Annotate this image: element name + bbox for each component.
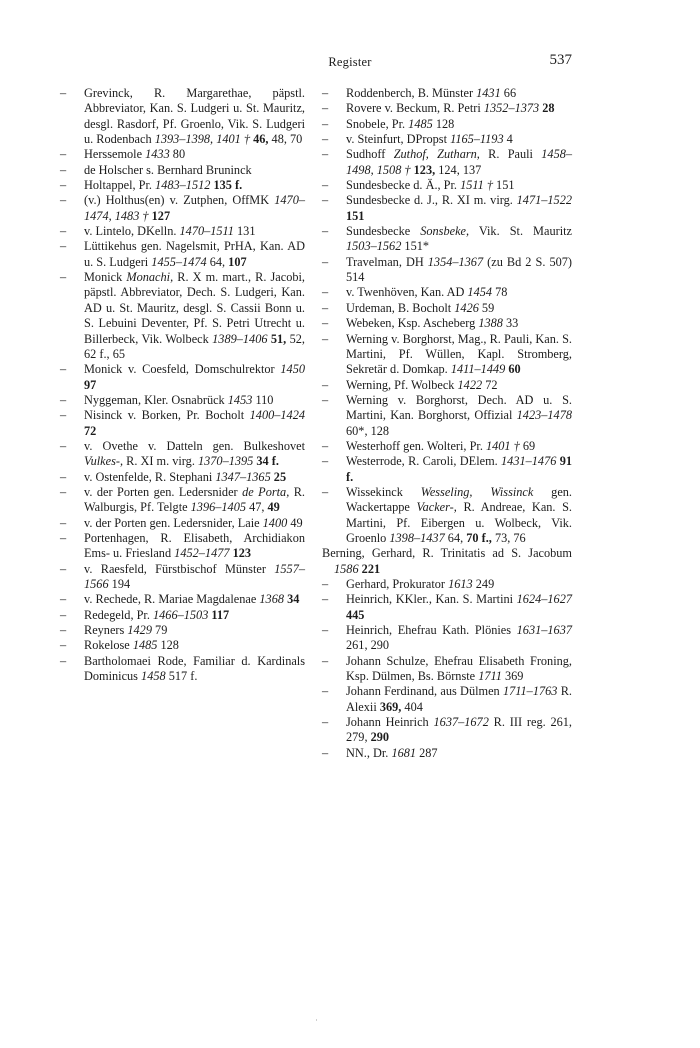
entry-italic-text: 1450 (280, 362, 305, 377)
entry-bold-ref: 97 (84, 377, 97, 392)
entry-dash: – (322, 285, 329, 300)
entry-dash: – (322, 377, 329, 392)
index-column-left (60, 86, 305, 684)
entry-italic-text: 1433 (145, 147, 170, 162)
entry-italic-text: 1711 (478, 669, 502, 684)
entry-text: R. Walburgis, Pf. Telgte (84, 484, 306, 515)
entry-italic-text: 1352–1373 (483, 101, 540, 116)
entry-italic-text: 1431 (476, 86, 501, 100)
entry-text: Werning v. Borghorst, Mag., R. Pauli, Kan. S. Martini, Pf. Wüllen, Kapl. Stromberg, Sekretär d. Domkap. (346, 331, 572, 377)
entry-italic-text: 1429 (127, 623, 152, 638)
entry-dash: – (60, 653, 67, 668)
entry-text: Vik. St. Mauritz (469, 224, 572, 239)
entry-text: 78 (492, 285, 508, 300)
entry-italic-text: de Porta, (242, 484, 290, 499)
entry-italic-text: 1426 (454, 300, 479, 315)
index-entry (322, 178, 572, 193)
entry-bold-ref: 60 (508, 362, 521, 377)
index-entry (60, 608, 305, 623)
index-entry (60, 408, 305, 439)
entry-italic-text: Vulkes-, (84, 454, 124, 469)
entry-text: 72 (482, 377, 498, 392)
entry-italic-text: 1557–1566 (84, 561, 305, 591)
entry-italic-text: 1453 (227, 392, 253, 407)
page-number: 537 (549, 52, 572, 68)
entry-dash: – (60, 270, 67, 285)
entry-text: Wissekinck (346, 484, 421, 499)
entry-text: 110 (252, 392, 274, 407)
entry-text: Heinrich, Ehefrau Kath. Plönies (346, 623, 517, 638)
index-entry (322, 439, 572, 454)
entry-text: Lüttikehus gen. Nagelsmit, PrHA, Kan. AD u. S. Ludgeri (84, 239, 305, 269)
entry-italic-text: 1466–1503 (153, 607, 209, 622)
index-entry (60, 86, 305, 147)
index-entry (60, 163, 305, 178)
entry-dash: – (60, 530, 67, 545)
index-entry (322, 393, 572, 439)
entry-dash: – (322, 193, 329, 208)
entry-dash: – (322, 577, 329, 591)
running-title: Register (328, 55, 372, 69)
entry-italic-text: Vacker-, (416, 500, 457, 515)
entry-dash: – (322, 178, 329, 193)
entry-text: Nisinck v. Borken, Pr. Bocholt (84, 408, 250, 423)
entry-italic-text: 1485 (408, 116, 433, 131)
index-entry (322, 332, 572, 378)
index-entry (322, 654, 572, 685)
entry-dash: – (60, 239, 67, 254)
index-entry (60, 393, 305, 408)
index-entry (322, 378, 572, 393)
index-column-right (322, 86, 572, 761)
entry-text: 49 (287, 515, 303, 530)
entry-text: Herssemole (84, 147, 146, 162)
entry-text: 249 (472, 577, 495, 591)
entry-text: Nyggeman, Kler. Osnabrück (84, 392, 228, 407)
index-entry (60, 485, 305, 516)
index-entry (60, 239, 305, 270)
entry-text: Redegeld, Pr. (84, 607, 153, 622)
entry-text: 131 (233, 224, 256, 239)
entry-italic-text: 1637–1672 (433, 715, 489, 730)
entry-dash: – (60, 469, 67, 484)
entry-dash: – (322, 684, 329, 699)
entry-dash: – (60, 438, 67, 453)
entry-italic-text: 1454 (467, 285, 493, 300)
entry-text: Westerrode, R. Caroli, DElem. (346, 454, 502, 469)
entry-italic-text: Zuthof, Zutharn, (393, 147, 480, 162)
entry-italic-text: 1370–1395 (197, 454, 254, 469)
entry-dash: – (322, 745, 329, 760)
entry-text: Holtappel, Pr. (84, 178, 156, 193)
index-entry (60, 178, 305, 193)
index-entry (322, 577, 572, 592)
entry-text: Sundesbecke d. Ä., Pr. (346, 178, 461, 193)
entry-text: Portenhagen, R. Elisabeth, Archidiakon Ems- u. Friesland (84, 530, 305, 561)
entry-dash: – (60, 392, 67, 407)
entry-dash: – (60, 484, 67, 499)
entry-italic-text: 1347–1365 (215, 469, 271, 484)
entry-dash: – (322, 392, 329, 407)
entry-text: Rokelose (84, 638, 133, 653)
entry-dash: – (60, 86, 67, 100)
entry-italic-text: 1586 (334, 561, 359, 576)
entry-text: NN., Dr. (346, 745, 392, 760)
entry-dash: – (60, 162, 67, 177)
entry-text: 517 f. (165, 669, 198, 684)
entry-text: de Holscher s. Bernhard Bruninck (84, 162, 252, 177)
entry-bold-ref: 46, (253, 132, 269, 147)
entry-bold-ref: 49 (267, 500, 280, 515)
entry-text: Grevinck, R. Margarethae, päpstl. Abbreviator, Kan. S. Ludgeri u. St. Mauritz, desgl. Rasdorf, Pf. Groenlo, Vik. S. Ludgeri u. Rodenbach (84, 86, 305, 147)
entry-italic-text: 1393–1398, 1401 † (154, 132, 251, 147)
index-entry (60, 362, 305, 393)
entry-text: v. Ostenfelde, R. Stephani (84, 469, 216, 484)
entry-dash: – (322, 300, 329, 315)
entry-text: 151 (492, 178, 515, 193)
entry-bold-ref: 127 (151, 208, 171, 223)
index-entry (60, 270, 305, 362)
entry-text: 80 (169, 147, 186, 162)
entry-italic-text: 1452–1477 (174, 546, 230, 561)
entry-text: 261, 290 (346, 638, 390, 653)
entry-text: Johann Ferdinand, aus Dülmen (346, 684, 503, 699)
entry-italic-text: 1455–1474 (151, 254, 207, 269)
entry-dash: – (322, 438, 329, 453)
entry-dash: – (322, 316, 329, 331)
entry-text: Rovere v. Beckum, R. Petri (346, 101, 484, 116)
entry-dash: – (322, 454, 329, 469)
entry-dash: – (322, 715, 329, 730)
index-entry (322, 301, 572, 316)
index-entry (322, 454, 572, 485)
entry-italic-text: 1411–1449 (450, 362, 506, 377)
entry-italic-text: 1511 † (460, 178, 493, 193)
index-entry (322, 117, 572, 132)
entry-dash: – (322, 592, 329, 607)
index-entry (322, 485, 572, 546)
entry-text: v. Steinfurt, DPropst (346, 132, 451, 147)
entry-dash: – (60, 224, 67, 239)
entry-dash: – (60, 193, 67, 208)
index-entry (60, 531, 305, 562)
entry-text: R. X m. mart., R. Jacobi, päpstl. Abbreviator, Dech. S. Ludgeri, Kan. AD u. St. Mauritz, desgl. S. Cassii Bonn u. S. Lebuini Deventer, Pf. S. Petri Utrecht u. Billerbeck, Vik. Wolbeck (84, 270, 305, 346)
entry-italic-text: 1401 † (485, 438, 520, 453)
entry-bold-ref: 123, (413, 162, 436, 177)
entry-bold-ref: 369, (379, 699, 402, 714)
entry-bold-ref: 28 (542, 101, 555, 116)
entry-dash: – (60, 362, 67, 377)
entry-text: R. Andreae, Kan. S. Martini, Pf. Eibergen u. Wolbeck, Vik. Groenlo (346, 500, 572, 545)
index-entry (322, 193, 572, 224)
index-entry (322, 132, 572, 147)
entry-text: 287 (416, 745, 438, 760)
index-entry (322, 546, 572, 577)
entry-text: 64, (444, 530, 467, 545)
entry-italic-text: 1422 (457, 377, 483, 392)
entry-dash: – (60, 408, 67, 423)
entry-text: 69 (519, 438, 536, 453)
entry-bold-ref: 117 (211, 607, 230, 622)
index-entry (60, 224, 305, 239)
entry-italic-text: 1368 (259, 592, 284, 607)
entry-text: Berning, Gerhard, R. Trinitatis ad S. Jacobum (322, 546, 572, 561)
entry-text: 124, 137 (435, 162, 482, 177)
entry-text: Urdeman, B. Bocholt (346, 300, 455, 315)
entry-text: 64, (206, 254, 229, 269)
entry-text: R. Alexii (346, 684, 572, 714)
entry-text: Johann Schulze, Ehefrau Elisabeth Froning, Ksp. Dülmen, Bs. Börnste (346, 653, 572, 684)
entry-text: 60*, 128 (346, 423, 390, 438)
index-entry (60, 147, 305, 162)
entry-bold-ref: 221 (361, 561, 381, 576)
entry-italic-text: 1471–1522 (516, 193, 572, 208)
index-entry (322, 684, 572, 715)
entry-bold-ref: 445 (346, 607, 365, 622)
entry-italic-text: 1458 (141, 669, 166, 684)
entry-italic-text: 1396–1405 (190, 500, 246, 515)
entry-bold-ref: 290 (370, 730, 390, 745)
entry-text: 194 (108, 577, 131, 591)
index-entry (60, 654, 305, 685)
entry-text: Reyners (84, 623, 128, 638)
index-entry (322, 715, 572, 746)
entry-text: (zu Bd 2 S. 507) 514 (346, 254, 573, 285)
entry-dash: – (60, 178, 67, 193)
entry-italic-text: 1354–1367 (427, 254, 484, 269)
entry-dash: – (322, 101, 329, 116)
entry-italic-text: 1631–1637 (516, 623, 572, 638)
index-entry (60, 470, 305, 485)
index-entry (60, 439, 305, 470)
entry-italic-text: 1389–1406 (212, 331, 268, 346)
entry-text: 369 (501, 669, 524, 684)
entry-italic-text: 1165–1193 (450, 132, 504, 147)
entry-italic-text: 1388 (478, 316, 503, 331)
entry-italic-text: 1624–1627 (516, 592, 572, 607)
entry-text: 47, (246, 500, 268, 515)
entry-text: Roddenberch, B. Münster (346, 86, 477, 100)
entry-dash: – (60, 607, 67, 622)
entry-text: 79 (151, 623, 168, 638)
index-entry (60, 638, 305, 653)
entry-italic-text: 1711–1763 (502, 684, 558, 699)
entry-text: Werning v. Borghorst, Dech. AD u. S. Martini, Kan. Borghorst, Offizial (346, 392, 572, 423)
entry-italic-text: 1483–1512 (155, 178, 211, 193)
index-entry (60, 516, 305, 531)
entry-text: 73, 76 (491, 530, 526, 545)
index-entry (322, 746, 572, 761)
entry-text: Werning, Pf. Wolbeck (346, 377, 458, 392)
entry-italic-text: 1485 (132, 638, 158, 653)
entry-text: Snobele, Pr. (346, 116, 409, 131)
entry-text: 4 (503, 132, 513, 147)
entry-text: R. III reg. 261, 279, (346, 715, 573, 745)
entry-bold-ref: 151 (346, 208, 365, 223)
index-entry (322, 592, 572, 623)
entry-italic-text: Wesseling, Wissinck (420, 484, 534, 499)
entry-text: v. Rechede, R. Mariae Magdalenae (84, 592, 260, 607)
entry-text: 404 (401, 699, 423, 714)
entry-text: 66 (500, 86, 517, 100)
entry-text: v. Raesfeld, Fürstbischof Münster (84, 561, 275, 576)
entry-italic-text: Monachi, (126, 270, 174, 285)
entry-text: (v.) Holthus(en) v. Zutphen, OffMK (84, 193, 275, 208)
entry-dash: – (322, 254, 329, 269)
index-entry (322, 316, 572, 331)
entry-italic-text: 1400 (262, 515, 288, 530)
index-entry (322, 285, 572, 300)
entry-text: Monick (84, 270, 127, 285)
entry-text: Sudhoff (346, 147, 394, 162)
entry-dash: – (322, 484, 329, 499)
entry-text: gen. Wackertappe (346, 484, 572, 515)
entry-italic-text: 1400–1424 (249, 408, 305, 423)
entry-dash: – (60, 561, 67, 576)
index-entry (60, 623, 305, 638)
entry-bold-ref: 107 (228, 254, 247, 269)
entry-bold-ref: 72 (84, 423, 97, 438)
entry-dash: – (322, 224, 329, 239)
entry-text: Westerhoff gen. Wolteri, Pr. (346, 438, 486, 453)
entry-dash: – (60, 623, 67, 638)
entry-dash: – (322, 147, 329, 162)
scan-speck (316, 1019, 317, 1021)
entry-bold-ref: 25 (273, 469, 287, 484)
index-entry (322, 224, 572, 255)
entry-dash: – (322, 623, 329, 638)
entry-dash: – (60, 515, 67, 530)
entry-italic-text: 1423–1478 (516, 408, 572, 423)
entry-dash: – (322, 331, 329, 346)
index-entry (322, 255, 572, 286)
entry-bold-ref: 51, (270, 331, 287, 346)
entry-text: v. Twenhöven, Kan. AD (346, 285, 468, 300)
entry-text: 48, 70 (268, 132, 303, 147)
entry-text: 52, 62 f., 65 (84, 331, 305, 361)
entry-bold-ref: 123 (232, 546, 252, 561)
index-entry (322, 147, 572, 178)
entry-dash: – (60, 638, 67, 653)
entry-text: R. XI m. virg. (123, 454, 198, 469)
entry-bold-ref: 34 (287, 592, 300, 607)
entry-italic-text: Sonsbeke, (420, 224, 470, 239)
entry-italic-text: 1458–1498, 1508 † (346, 147, 573, 177)
index-entry (60, 193, 305, 224)
entry-text: 128 (157, 638, 179, 653)
index-entry (322, 101, 572, 116)
entry-dash: – (322, 116, 329, 131)
entry-italic-text: 1470–1474, 1483 † (84, 193, 305, 223)
entry-dash: – (60, 592, 67, 607)
index-entry (60, 592, 305, 607)
index-entry (322, 86, 572, 101)
entry-text: v. der Porten gen. Ledersnider (84, 484, 243, 499)
entry-text: v. Lintelo, DKelln. (84, 224, 180, 239)
entry-text: v. der Porten gen. Ledersnider, Laie (84, 515, 263, 530)
entry-italic-text: 1681 (391, 745, 417, 760)
entry-text: Bartholomaei Rode, Familiar d. Kardinals Dominicus (84, 653, 305, 684)
entry-text: v. Ovethe v. Datteln gen. Bulkeshovet (84, 438, 305, 453)
entry-text: R. Pauli (479, 147, 542, 162)
entry-text: 59 (478, 300, 495, 315)
entry-text: Heinrich, KKler., Kan. S. Martini (346, 592, 517, 607)
entry-bold-ref: 70 f., (466, 530, 492, 545)
entry-dash: – (322, 653, 329, 668)
entry-bold-ref: 91 f. (346, 454, 572, 484)
entry-italic-text: 1503–1562 (346, 239, 402, 254)
entry-text: Travelman, DH (346, 254, 428, 269)
index-entry (322, 623, 572, 654)
entry-text: Sundesbecke d. J., R. XI m. virg. (346, 193, 517, 208)
entry-text: 128 (432, 116, 455, 131)
entry-dash: – (322, 132, 329, 147)
entry-dash: – (60, 147, 67, 162)
entry-text: Monick v. Coesfeld, Domschulrektor (84, 362, 281, 377)
entry-text: Gerhard, Prokurator (346, 577, 449, 591)
entry-bold-ref: 135 f. (213, 178, 243, 193)
entry-text: Johann Heinrich (346, 715, 434, 730)
entry-italic-text: 1431–1476 (501, 454, 557, 469)
entry-text: 33 (502, 316, 519, 331)
entry-dash: – (322, 86, 329, 100)
entry-text: Webeken, Ksp. Ascheberg (346, 316, 479, 331)
entry-text: Sundesbecke (346, 224, 421, 239)
entry-italic-text: 1398–1437 (389, 530, 445, 545)
entry-text: 151* (401, 239, 430, 254)
entry-italic-text: 1613 (448, 577, 473, 591)
entry-italic-text: 1470–1511 (179, 224, 234, 239)
index-entry (60, 562, 305, 593)
entry-bold-ref: 34 f. (256, 454, 279, 469)
